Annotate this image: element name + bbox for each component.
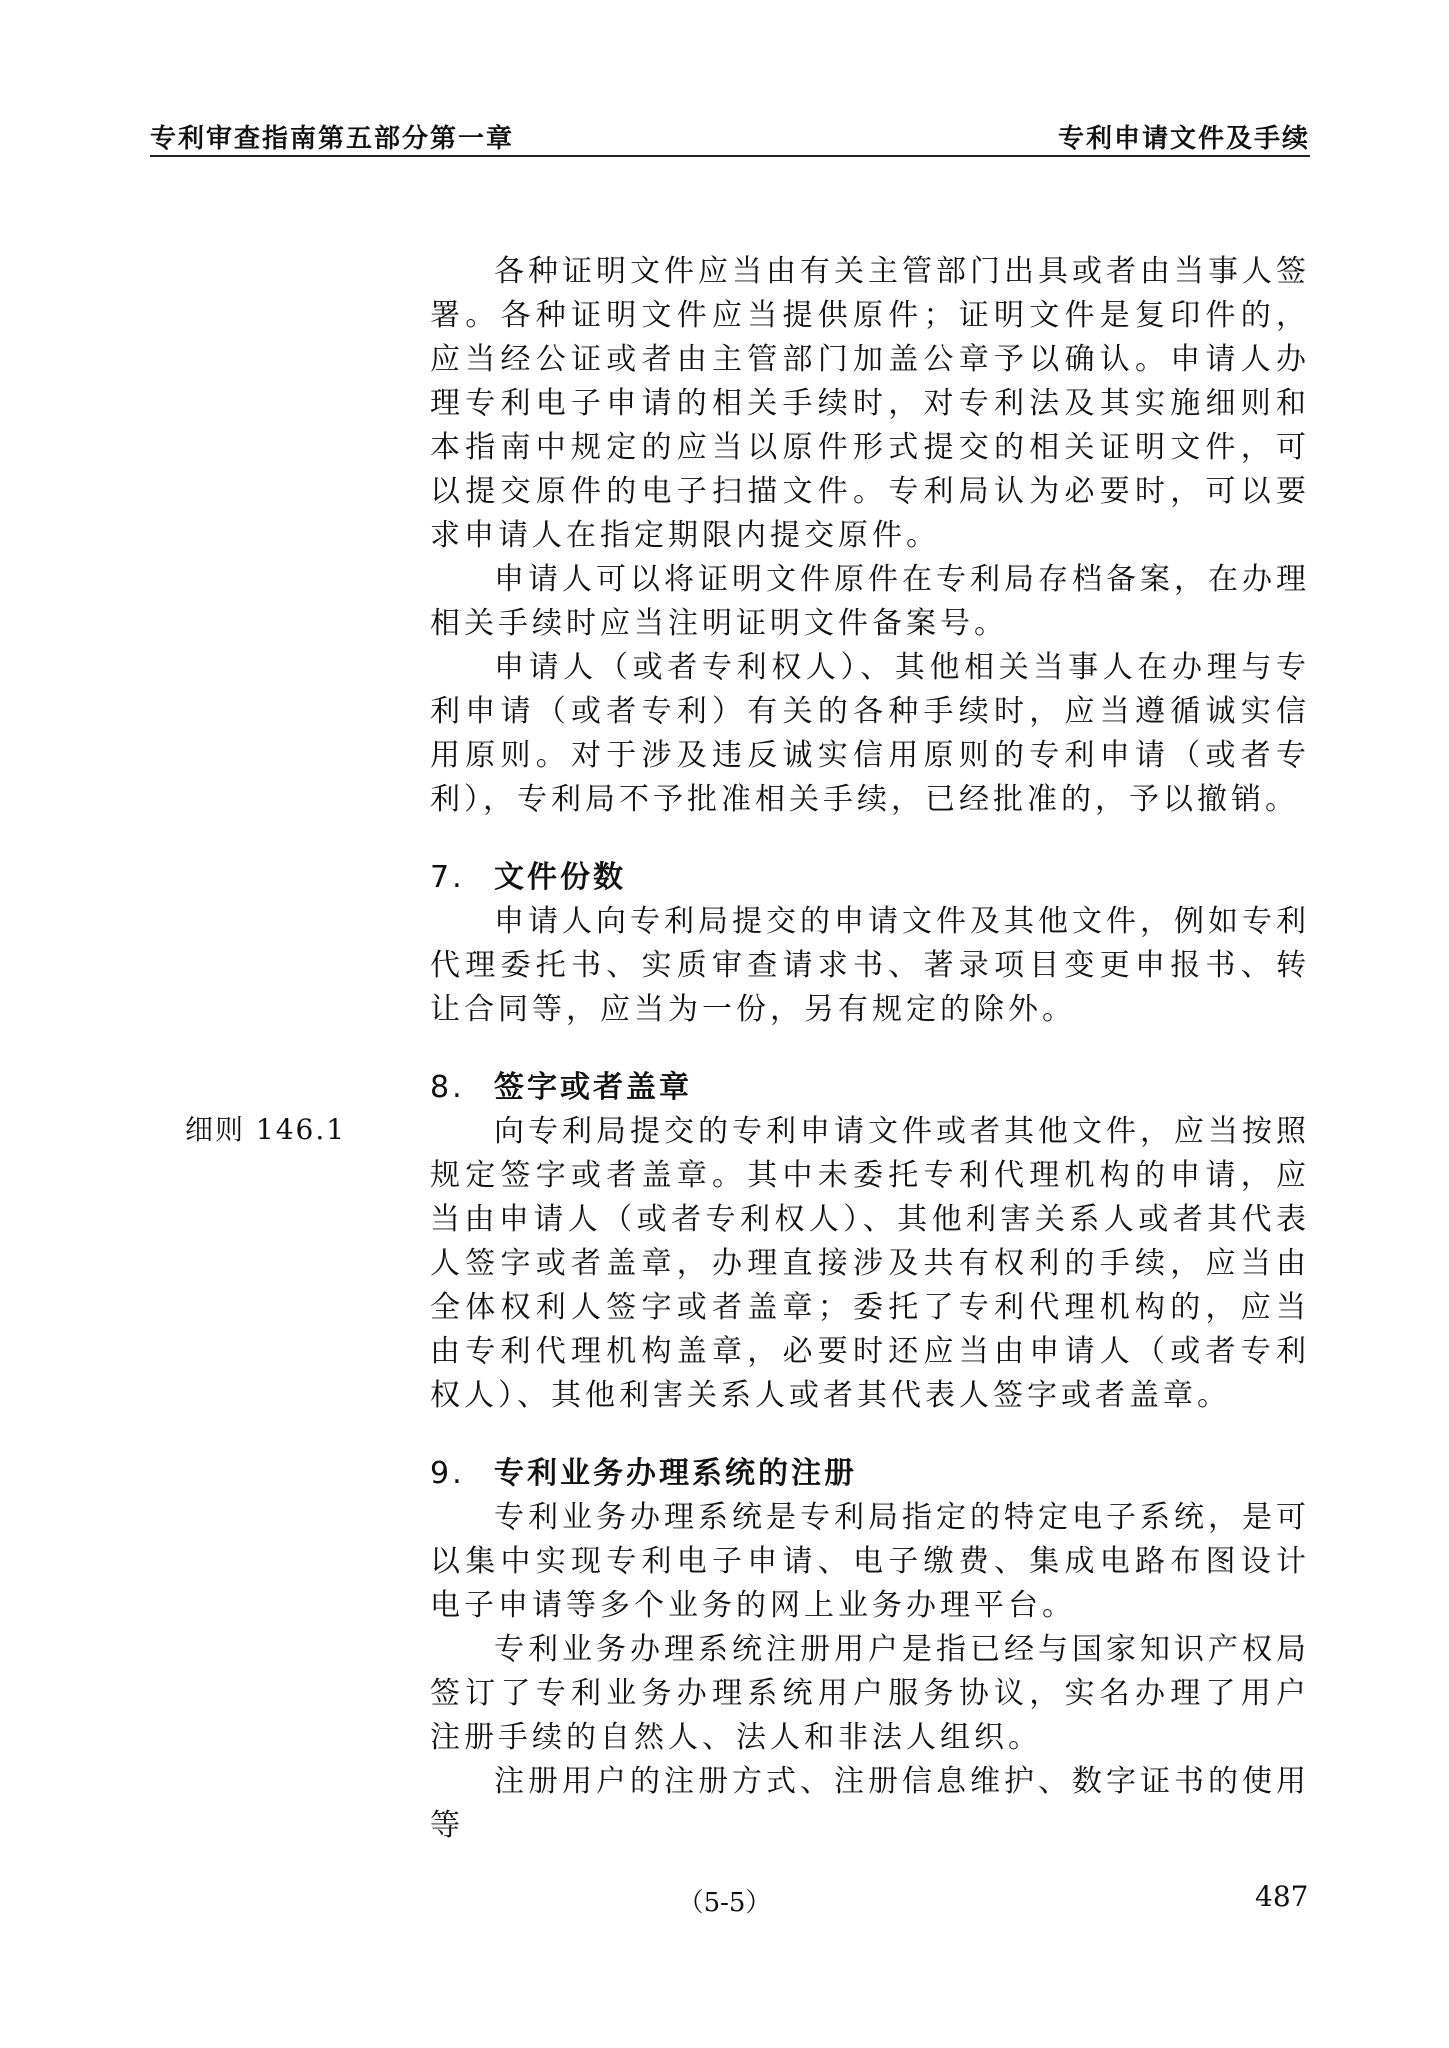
paragraph: 专利业务办理系统是专利局指定的特定电子系统，是可以集中实现专利电子申请、电子缴费、集成电路布图设计电子申请等多个业务的网上业务办理平台。 xyxy=(430,1500,1310,1623)
section-title: 签字或者盖章 xyxy=(494,1070,692,1105)
section-heading-8 xyxy=(430,1066,1310,1110)
section-title: 文件份数 xyxy=(494,860,626,895)
header-rule xyxy=(150,155,1310,157)
page-number: 487 xyxy=(1255,1880,1309,1913)
section-heading-9 xyxy=(430,1452,1310,1496)
section-number: 9. xyxy=(430,1456,465,1491)
paragraph: 专利业务办理系统注册用户是指已经与国家知识产权局签订了专利业务办理系统用户服务协议，实名办理了用户注册手续的自然人、法人和非法人组织。 xyxy=(430,1632,1310,1755)
section-number: 7. xyxy=(430,860,465,895)
paragraph: 申请人（或者专利权人）、其他相关当事人在办理与专利申请（或者专利）有关的各种手续时，应当遵循诚实信用原则。对于涉及违反诚实信用原则的专利申请（或者专利），专利局不予批准相关手续，已经批准的，予以撤销。 xyxy=(430,650,1310,817)
running-header xyxy=(150,118,1310,158)
margin-note-rule-reference: 细则 146.1 xyxy=(185,1113,347,1146)
section-heading-7 xyxy=(430,856,1310,900)
paragraph: 申请人向专利局提交的申请文件及其他文件，例如专利代理委托书、实质审查请求书、著录项目变更申报书、转让合同等，应当为一份，另有规定的除外。 xyxy=(430,904,1310,1027)
paragraph: 注册用户的注册方式、注册信息维护、数字证书的使用等 xyxy=(430,1764,1310,1843)
header-chapter-title: 专利审查指南第五部分第一章 xyxy=(150,124,515,154)
paragraph: 申请人可以将证明文件原件在专利局存档备案，在办理相关手续时应当注明证明文件备案号。 xyxy=(430,562,1310,641)
paragraph: 向专利局提交的专利申请文件或者其他文件，应当按照规定签字或者盖章。其中未委托专利代理机构的申请，应当由申请人（或者专利权人）、其他利害关系人或者其代表人签字或者盖章，办理直接涉及共有权利的手续，应当由全体权利人签字或者盖章；委托了专利代理机构的，应当由专利代理机构盖章，必要时还应当由申请人（或者专利权人）、其他利害关系人或者其代表人签字或者盖章。 xyxy=(430,1114,1310,1413)
section-number: 8. xyxy=(430,1070,465,1105)
section-title: 专利业务办理系统的注册 xyxy=(494,1456,857,1491)
header-section-title: 专利申请文件及手续 xyxy=(1057,124,1310,154)
footer-section-label: （5-5） xyxy=(677,1888,772,1918)
body-content xyxy=(430,250,1310,1848)
paragraph: 各种证明文件应当由有关主管部门出具或者由当事人签署。各种证明文件应当提供原件；证明文件是复印件的，应当经公证或者由主管部门加盖公章予以确认。申请人办理专利电子申请的相关手续时，对专利法及其实施细则和本指南中规定的应当以原件形式提交的相关证明文件，可以提交原件的电子扫描文件。专利局认为必要时，可以要求申请人在指定期限内提交原件。 xyxy=(430,254,1310,553)
